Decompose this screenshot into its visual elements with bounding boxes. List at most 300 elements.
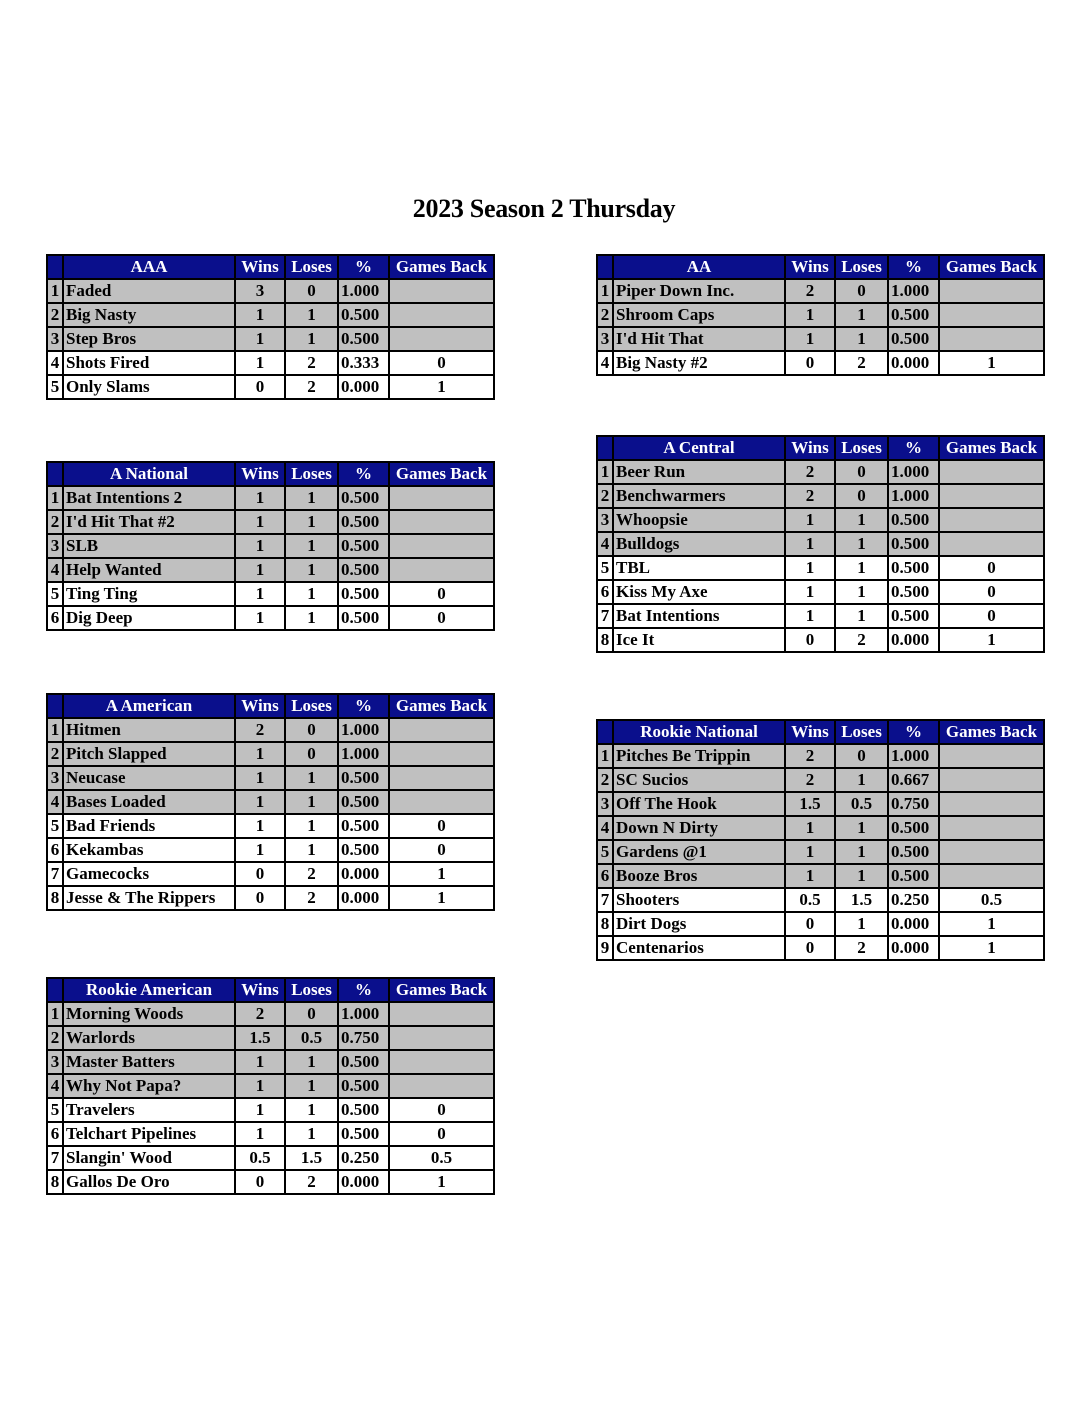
games-back-cell: 0.5 bbox=[389, 1146, 494, 1170]
games-back-cell: 0 bbox=[389, 814, 494, 838]
pct-cell: 0.000 bbox=[338, 375, 389, 399]
games-back-cell: 0 bbox=[939, 556, 1044, 580]
table-row bbox=[47, 606, 494, 630]
pct-cell: 0.000 bbox=[338, 1170, 389, 1194]
loses-cell: 1 bbox=[835, 327, 888, 351]
games-back-cell bbox=[389, 486, 494, 510]
rank-cell: 4 bbox=[597, 532, 613, 556]
team-name: Pitch Slapped bbox=[63, 742, 235, 766]
games-back-cell bbox=[939, 327, 1044, 351]
pct-cell: 0.750 bbox=[338, 1026, 389, 1050]
team-name: Faded bbox=[63, 279, 235, 303]
pct-cell: 1.000 bbox=[888, 460, 939, 484]
table-row bbox=[597, 327, 1044, 351]
wins-cell: 1 bbox=[235, 351, 285, 375]
rank-cell: 2 bbox=[47, 303, 63, 327]
team-name: Shots Fired bbox=[63, 351, 235, 375]
team-name: Benchwarmers bbox=[613, 484, 785, 508]
rank-header bbox=[47, 255, 63, 279]
rank-cell: 8 bbox=[47, 886, 63, 910]
wins-cell: 1 bbox=[235, 606, 285, 630]
games-back-cell bbox=[389, 1002, 494, 1026]
loses-cell: 1 bbox=[285, 1122, 338, 1146]
games-back-cell: 1 bbox=[389, 886, 494, 910]
table-row bbox=[47, 790, 494, 814]
table-row bbox=[47, 375, 494, 399]
table-row bbox=[47, 510, 494, 534]
rank-cell: 6 bbox=[47, 606, 63, 630]
games-back-cell: 0 bbox=[389, 582, 494, 606]
wins-cell: 0 bbox=[785, 628, 835, 652]
wins-cell: 1 bbox=[785, 580, 835, 604]
wins-cell: 2 bbox=[235, 718, 285, 742]
team-name: Travelers bbox=[63, 1098, 235, 1122]
team-name: Whoopsie bbox=[613, 508, 785, 532]
wins-cell: 1 bbox=[235, 534, 285, 558]
standings-table bbox=[46, 254, 495, 400]
loses-cell: 0 bbox=[285, 718, 338, 742]
pct-cell: 1.000 bbox=[888, 484, 939, 508]
wins-cell: 1 bbox=[235, 1050, 285, 1074]
pct-cell: 0.667 bbox=[888, 768, 939, 792]
rank-cell: 8 bbox=[47, 1170, 63, 1194]
games-back-cell bbox=[389, 558, 494, 582]
loses-cell: 1.5 bbox=[285, 1146, 338, 1170]
games-back-cell bbox=[939, 864, 1044, 888]
games-back-cell bbox=[939, 279, 1044, 303]
table-row bbox=[47, 838, 494, 862]
pct-cell: 0.500 bbox=[338, 606, 389, 630]
team-name: Off The Hook bbox=[613, 792, 785, 816]
wins-cell: 1 bbox=[785, 840, 835, 864]
games-back-header: Games Back bbox=[389, 255, 494, 279]
loses-cell: 0 bbox=[835, 484, 888, 508]
wins-cell: 1 bbox=[235, 1122, 285, 1146]
games-back-cell bbox=[939, 816, 1044, 840]
team-name: Piper Down Inc. bbox=[613, 279, 785, 303]
wins-cell: 1 bbox=[235, 814, 285, 838]
team-name: Dig Deep bbox=[63, 606, 235, 630]
team-name: Kiss My Axe bbox=[613, 580, 785, 604]
pct-cell: 0.500 bbox=[338, 558, 389, 582]
pct-header: % bbox=[888, 255, 939, 279]
table-row bbox=[597, 580, 1044, 604]
pct-cell: 1.000 bbox=[338, 1002, 389, 1026]
games-back-cell bbox=[389, 1026, 494, 1050]
table-row bbox=[597, 912, 1044, 936]
loses-cell: 1 bbox=[285, 486, 338, 510]
rank-cell: 5 bbox=[597, 556, 613, 580]
pct-cell: 0.500 bbox=[888, 816, 939, 840]
pct-cell: 0.500 bbox=[338, 766, 389, 790]
pct-cell: 1.000 bbox=[888, 744, 939, 768]
table-row bbox=[47, 742, 494, 766]
table-row bbox=[597, 279, 1044, 303]
standings-table bbox=[46, 461, 495, 631]
pct-cell: 1.000 bbox=[338, 718, 389, 742]
rank-cell: 9 bbox=[597, 936, 613, 960]
rank-cell: 3 bbox=[47, 1050, 63, 1074]
division-name: AA bbox=[613, 255, 785, 279]
pct-header: % bbox=[888, 720, 939, 744]
loses-cell: 2 bbox=[835, 628, 888, 652]
loses-cell: 2 bbox=[285, 375, 338, 399]
wins-cell: 0 bbox=[235, 886, 285, 910]
loses-cell: 1 bbox=[835, 556, 888, 580]
rank-cell: 3 bbox=[47, 327, 63, 351]
rank-cell: 6 bbox=[47, 838, 63, 862]
wins-cell: 1 bbox=[785, 556, 835, 580]
wins-cell: 0.5 bbox=[235, 1146, 285, 1170]
rank-cell: 3 bbox=[47, 534, 63, 558]
wins-cell: 1 bbox=[235, 1098, 285, 1122]
rank-cell: 7 bbox=[597, 888, 613, 912]
wins-cell: 0.5 bbox=[785, 888, 835, 912]
loses-cell: 1 bbox=[835, 912, 888, 936]
games-back-cell: 0 bbox=[939, 604, 1044, 628]
games-back-cell bbox=[389, 742, 494, 766]
rank-cell: 8 bbox=[597, 912, 613, 936]
team-name: Gamecocks bbox=[63, 862, 235, 886]
pct-cell: 0.500 bbox=[338, 790, 389, 814]
wins-header: Wins bbox=[235, 978, 285, 1002]
loses-cell: 1 bbox=[285, 1050, 338, 1074]
loses-cell: 0 bbox=[285, 1002, 338, 1026]
pct-cell: 0.000 bbox=[888, 628, 939, 652]
loses-cell: 0 bbox=[835, 460, 888, 484]
rank-cell: 1 bbox=[47, 1002, 63, 1026]
team-name: Pitches Be Trippin bbox=[613, 744, 785, 768]
loses-cell: 1 bbox=[835, 864, 888, 888]
table-row bbox=[47, 351, 494, 375]
wins-cell: 0 bbox=[235, 862, 285, 886]
rank-header bbox=[597, 720, 613, 744]
pct-cell: 0.000 bbox=[888, 936, 939, 960]
loses-cell: 1 bbox=[285, 606, 338, 630]
rank-cell: 5 bbox=[597, 840, 613, 864]
team-name: Step Bros bbox=[63, 327, 235, 351]
loses-cell: 2 bbox=[285, 862, 338, 886]
loses-cell: 1 bbox=[285, 1074, 338, 1098]
page-title: 2023 Season 2 Thursday bbox=[412, 194, 676, 223]
wins-cell: 1 bbox=[785, 864, 835, 888]
wins-cell: 0 bbox=[785, 936, 835, 960]
rank-cell: 4 bbox=[597, 351, 613, 375]
wins-header: Wins bbox=[785, 720, 835, 744]
team-name: Bad Friends bbox=[63, 814, 235, 838]
games-back-header: Games Back bbox=[939, 255, 1044, 279]
games-back-cell: 1 bbox=[939, 936, 1044, 960]
games-back-header: Games Back bbox=[939, 720, 1044, 744]
wins-cell: 1.5 bbox=[785, 792, 835, 816]
pct-cell: 0.500 bbox=[338, 327, 389, 351]
pct-cell: 0.500 bbox=[888, 532, 939, 556]
wins-cell: 1 bbox=[785, 816, 835, 840]
rank-cell: 4 bbox=[47, 1074, 63, 1098]
team-name: Gardens @1 bbox=[613, 840, 785, 864]
pct-cell: 0.500 bbox=[888, 864, 939, 888]
rank-cell: 5 bbox=[47, 1098, 63, 1122]
table-row bbox=[597, 460, 1044, 484]
wins-cell: 1 bbox=[785, 604, 835, 628]
team-name: Ice It bbox=[613, 628, 785, 652]
table-row bbox=[47, 1074, 494, 1098]
rank-cell: 7 bbox=[47, 862, 63, 886]
pct-cell: 0.333 bbox=[338, 351, 389, 375]
games-back-cell bbox=[939, 744, 1044, 768]
loses-cell: 1 bbox=[285, 790, 338, 814]
team-name: Slangin' Wood bbox=[63, 1146, 235, 1170]
table-row bbox=[597, 303, 1044, 327]
loses-cell: 2 bbox=[835, 936, 888, 960]
wins-cell: 2 bbox=[785, 768, 835, 792]
wins-cell: 1 bbox=[785, 532, 835, 556]
games-back-cell: 1 bbox=[939, 628, 1044, 652]
rank-cell: 2 bbox=[597, 484, 613, 508]
team-name: Big Nasty bbox=[63, 303, 235, 327]
games-back-cell bbox=[939, 508, 1044, 532]
team-name: Master Batters bbox=[63, 1050, 235, 1074]
pct-cell: 0.500 bbox=[888, 556, 939, 580]
table-row bbox=[47, 862, 494, 886]
team-name: Gallos De Oro bbox=[63, 1170, 235, 1194]
games-back-cell bbox=[389, 303, 494, 327]
loses-cell: 0.5 bbox=[835, 792, 888, 816]
loses-cell: 1 bbox=[285, 838, 338, 862]
games-back-cell bbox=[389, 534, 494, 558]
games-back-header: Games Back bbox=[389, 462, 494, 486]
games-back-cell bbox=[939, 840, 1044, 864]
table-row bbox=[47, 1098, 494, 1122]
wins-cell: 2 bbox=[785, 744, 835, 768]
division-name: Rookie National bbox=[613, 720, 785, 744]
team-name: Morning Woods bbox=[63, 1002, 235, 1026]
loses-header: Loses bbox=[835, 436, 888, 460]
team-name: Neucase bbox=[63, 766, 235, 790]
table-row bbox=[47, 558, 494, 582]
rank-header bbox=[597, 436, 613, 460]
pct-cell: 0.500 bbox=[338, 1074, 389, 1098]
loses-cell: 1 bbox=[285, 327, 338, 351]
games-back-cell: 1 bbox=[389, 375, 494, 399]
rank-cell: 1 bbox=[597, 460, 613, 484]
games-back-cell: 1 bbox=[389, 1170, 494, 1194]
loses-cell: 2 bbox=[285, 351, 338, 375]
standings-table bbox=[46, 977, 495, 1195]
pct-cell: 0.500 bbox=[338, 814, 389, 838]
table-row bbox=[47, 1122, 494, 1146]
table-row bbox=[597, 508, 1044, 532]
pct-cell: 0.000 bbox=[338, 862, 389, 886]
standings-table bbox=[596, 254, 1045, 376]
standings-table bbox=[46, 693, 495, 911]
loses-cell: 1 bbox=[285, 303, 338, 327]
team-name: Telchart Pipelines bbox=[63, 1122, 235, 1146]
team-name: Bases Loaded bbox=[63, 790, 235, 814]
table-row bbox=[597, 351, 1044, 375]
wins-header: Wins bbox=[785, 255, 835, 279]
loses-cell: 1 bbox=[835, 768, 888, 792]
pct-cell: 0.500 bbox=[888, 508, 939, 532]
rank-cell: 6 bbox=[47, 1122, 63, 1146]
team-name: Booze Bros bbox=[613, 864, 785, 888]
wins-header: Wins bbox=[235, 255, 285, 279]
loses-cell: 0 bbox=[285, 742, 338, 766]
rank-cell: 5 bbox=[47, 814, 63, 838]
rank-cell: 2 bbox=[597, 303, 613, 327]
pct-cell: 0.500 bbox=[338, 486, 389, 510]
team-name: SLB bbox=[63, 534, 235, 558]
table-row bbox=[47, 718, 494, 742]
pct-cell: 0.000 bbox=[338, 886, 389, 910]
loses-cell: 2 bbox=[285, 1170, 338, 1194]
wins-cell: 1 bbox=[235, 510, 285, 534]
games-back-cell bbox=[939, 303, 1044, 327]
table-row bbox=[597, 888, 1044, 912]
games-back-cell bbox=[389, 1074, 494, 1098]
games-back-cell bbox=[389, 718, 494, 742]
rank-header bbox=[47, 462, 63, 486]
team-name: Bat Intentions 2 bbox=[63, 486, 235, 510]
rank-cell: 4 bbox=[47, 351, 63, 375]
table-row bbox=[47, 886, 494, 910]
loses-cell: 1 bbox=[835, 580, 888, 604]
rank-cell: 8 bbox=[597, 628, 613, 652]
rank-cell: 2 bbox=[597, 768, 613, 792]
table-row bbox=[597, 816, 1044, 840]
wins-cell: 1 bbox=[235, 486, 285, 510]
table-row bbox=[597, 864, 1044, 888]
pct-cell: 0.500 bbox=[338, 510, 389, 534]
wins-cell: 1 bbox=[785, 508, 835, 532]
table-row bbox=[597, 768, 1044, 792]
table-row bbox=[597, 604, 1044, 628]
table-row bbox=[47, 1026, 494, 1050]
pct-cell: 0.250 bbox=[888, 888, 939, 912]
games-back-cell: 0 bbox=[939, 580, 1044, 604]
games-back-cell bbox=[939, 768, 1044, 792]
pct-cell: 0.500 bbox=[888, 327, 939, 351]
games-back-header: Games Back bbox=[389, 694, 494, 718]
wins-cell: 1 bbox=[785, 327, 835, 351]
rank-cell: 4 bbox=[47, 790, 63, 814]
games-back-cell: 0 bbox=[389, 838, 494, 862]
pct-cell: 0.500 bbox=[888, 580, 939, 604]
loses-cell: 1 bbox=[835, 816, 888, 840]
team-name: Help Wanted bbox=[63, 558, 235, 582]
rank-cell: 2 bbox=[47, 1026, 63, 1050]
loses-cell: 1 bbox=[835, 604, 888, 628]
loses-cell: 0 bbox=[835, 744, 888, 768]
team-name: Shooters bbox=[613, 888, 785, 912]
games-back-cell bbox=[389, 510, 494, 534]
rank-cell: 7 bbox=[597, 604, 613, 628]
rank-cell: 1 bbox=[597, 744, 613, 768]
rank-cell: 5 bbox=[47, 582, 63, 606]
pct-cell: 0.000 bbox=[888, 912, 939, 936]
team-name: Bulldogs bbox=[613, 532, 785, 556]
loses-cell: 1 bbox=[285, 558, 338, 582]
pct-cell: 0.500 bbox=[888, 840, 939, 864]
wins-header: Wins bbox=[785, 436, 835, 460]
pct-cell: 0.500 bbox=[338, 582, 389, 606]
games-back-cell: 1 bbox=[939, 351, 1044, 375]
team-name: Bat Intentions bbox=[613, 604, 785, 628]
wins-cell: 3 bbox=[235, 279, 285, 303]
games-back-cell: 0 bbox=[389, 1098, 494, 1122]
team-name: Shroom Caps bbox=[613, 303, 785, 327]
wins-header: Wins bbox=[235, 462, 285, 486]
table-row bbox=[47, 1002, 494, 1026]
division-name: AAA bbox=[63, 255, 235, 279]
loses-cell: 1 bbox=[835, 508, 888, 532]
loses-cell: 1.5 bbox=[835, 888, 888, 912]
table-row bbox=[47, 279, 494, 303]
standings-table bbox=[596, 719, 1045, 961]
rank-cell: 2 bbox=[47, 742, 63, 766]
pct-cell: 0.500 bbox=[338, 534, 389, 558]
team-name: Centenarios bbox=[613, 936, 785, 960]
pct-cell: 0.500 bbox=[338, 1098, 389, 1122]
table-row bbox=[47, 486, 494, 510]
pct-cell: 1.000 bbox=[338, 742, 389, 766]
games-back-cell bbox=[939, 792, 1044, 816]
rank-cell: 7 bbox=[47, 1146, 63, 1170]
table-row bbox=[597, 744, 1044, 768]
wins-cell: 0 bbox=[785, 912, 835, 936]
rank-cell: 6 bbox=[597, 864, 613, 888]
pct-header: % bbox=[338, 694, 389, 718]
table-row bbox=[597, 840, 1044, 864]
rank-cell: 1 bbox=[47, 718, 63, 742]
table-row bbox=[47, 766, 494, 790]
pct-header: % bbox=[338, 462, 389, 486]
wins-cell: 1.5 bbox=[235, 1026, 285, 1050]
wins-cell: 1 bbox=[235, 582, 285, 606]
games-back-cell: 0.5 bbox=[939, 888, 1044, 912]
pct-cell: 0.500 bbox=[338, 1122, 389, 1146]
pct-cell: 0.250 bbox=[338, 1146, 389, 1170]
wins-cell: 1 bbox=[785, 303, 835, 327]
division-name: A Central bbox=[613, 436, 785, 460]
table-row bbox=[597, 792, 1044, 816]
table-row bbox=[47, 303, 494, 327]
loses-header: Loses bbox=[285, 462, 338, 486]
pct-cell: 0.500 bbox=[338, 838, 389, 862]
team-name: Kekambas bbox=[63, 838, 235, 862]
loses-cell: 0.5 bbox=[285, 1026, 338, 1050]
wins-cell: 1 bbox=[235, 766, 285, 790]
table-row bbox=[47, 814, 494, 838]
team-name: Dirt Dogs bbox=[613, 912, 785, 936]
pct-cell: 0.500 bbox=[338, 1050, 389, 1074]
games-back-cell: 1 bbox=[939, 912, 1044, 936]
table-row bbox=[47, 582, 494, 606]
wins-cell: 1 bbox=[235, 558, 285, 582]
loses-header: Loses bbox=[285, 694, 338, 718]
wins-cell: 2 bbox=[235, 1002, 285, 1026]
table-row bbox=[597, 936, 1044, 960]
wins-cell: 1 bbox=[235, 1074, 285, 1098]
loses-cell: 1 bbox=[285, 582, 338, 606]
games-back-cell bbox=[389, 327, 494, 351]
games-back-cell: 0 bbox=[389, 606, 494, 630]
division-name: A American bbox=[63, 694, 235, 718]
pct-cell: 0.500 bbox=[888, 303, 939, 327]
team-name: I'd Hit That #2 bbox=[63, 510, 235, 534]
loses-header: Loses bbox=[835, 720, 888, 744]
rank-header bbox=[47, 694, 63, 718]
